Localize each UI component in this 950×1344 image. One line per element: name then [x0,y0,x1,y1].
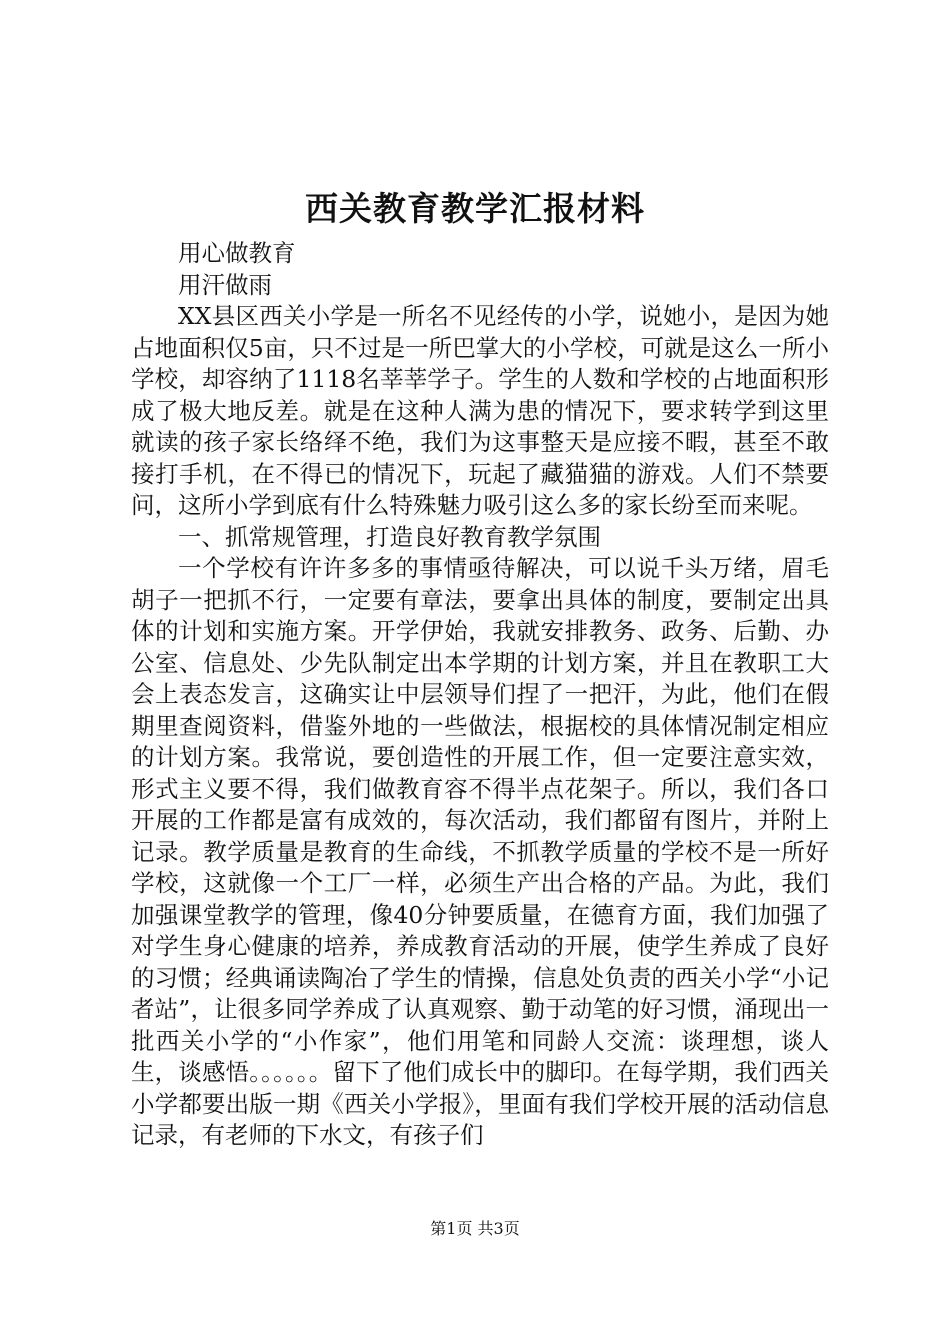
section-heading-1: 一、抓常规管理，打造良好教育教学氛围 [178,522,601,551]
paragraph-motto-2: 用汗做雨 [178,270,272,299]
page-footer: 第1页 共3页 [430,1219,520,1238]
paragraph-section-1: 一个学校有许许多多的事情亟待解决，可以说千头万绪，眉毛胡子一把抓不行，一定要有章法，要拿出具体的制度，要制定出具体的计划和实施方案。开学伊始，我就安排教务、政务、后勤、办公室、信息处、少先队制定出本学期的计划方案，并且在教职工大会上表态发言，这确实让中层领导们捏了一把汗，为此，他们在假期里查阅资料，借鉴外地的一些做法，根据校的具体情况制定相应的计划方案。我常说，要创造性的开展工作，但一定要注意实效，形式主义要不得，我们做教育容不得半点花架子。所以，我们各口开展的工作都是富有成效的，每次活动，我们都留有图片，并附上记录。教学质量是教育的生命线，不抓教学质量的学校不是一所好学校，这就像一个工厂一样，必须生产出合格的产品。为此，我们加强课堂教学的管理，像40分钟要质量，在德育方面，我们加强了对学生身心健康的培养，养成教育活动的开展，使学生养成了良好的习惯；经典诵读陶冶了学生的情操，信息处负责的西关小学“小记者站”，让很多同学养成了认真观察、勤于动笔的好习惯，涌现出一批西关小学的“小作家”，他们用笔和同龄人交流：谈理想，谈人生，谈感悟。。。。。。留下了他们成长中的脚印。在每学期，我们西关小学都要出版一期《西关小学报》，里面有我们学校开展的活动信息记录，有老师的下水文，有孩子们 [131,554,829,1149]
document-body [131,238,829,1152]
paragraph-intro: XX县区西关小学是一所名不见经传的小学，说她小，是因为她占地面积仅5亩，只不过是一所巴掌大的小学校，可就是这么一所小学校，却容纳了1118名莘莘学子。学生的人数和学校的占地面积形成了极大地反差。就是在这种人满为患的情况下，要求转学到这里就读的孩子家长络绎不绝，我们为这事整天是应接不暇，甚至不敢接打手机，在不得已的情况下，玩起了藏猫猫的游戏。人们不禁要问，这所小学到底有什么特殊魅力吸引这么多的家长纷至而来呢。 [131,302,829,519]
document-title: 西关教育教学汇报材料 [305,189,645,228]
paragraph-motto-1: 用心做教育 [178,239,296,267]
